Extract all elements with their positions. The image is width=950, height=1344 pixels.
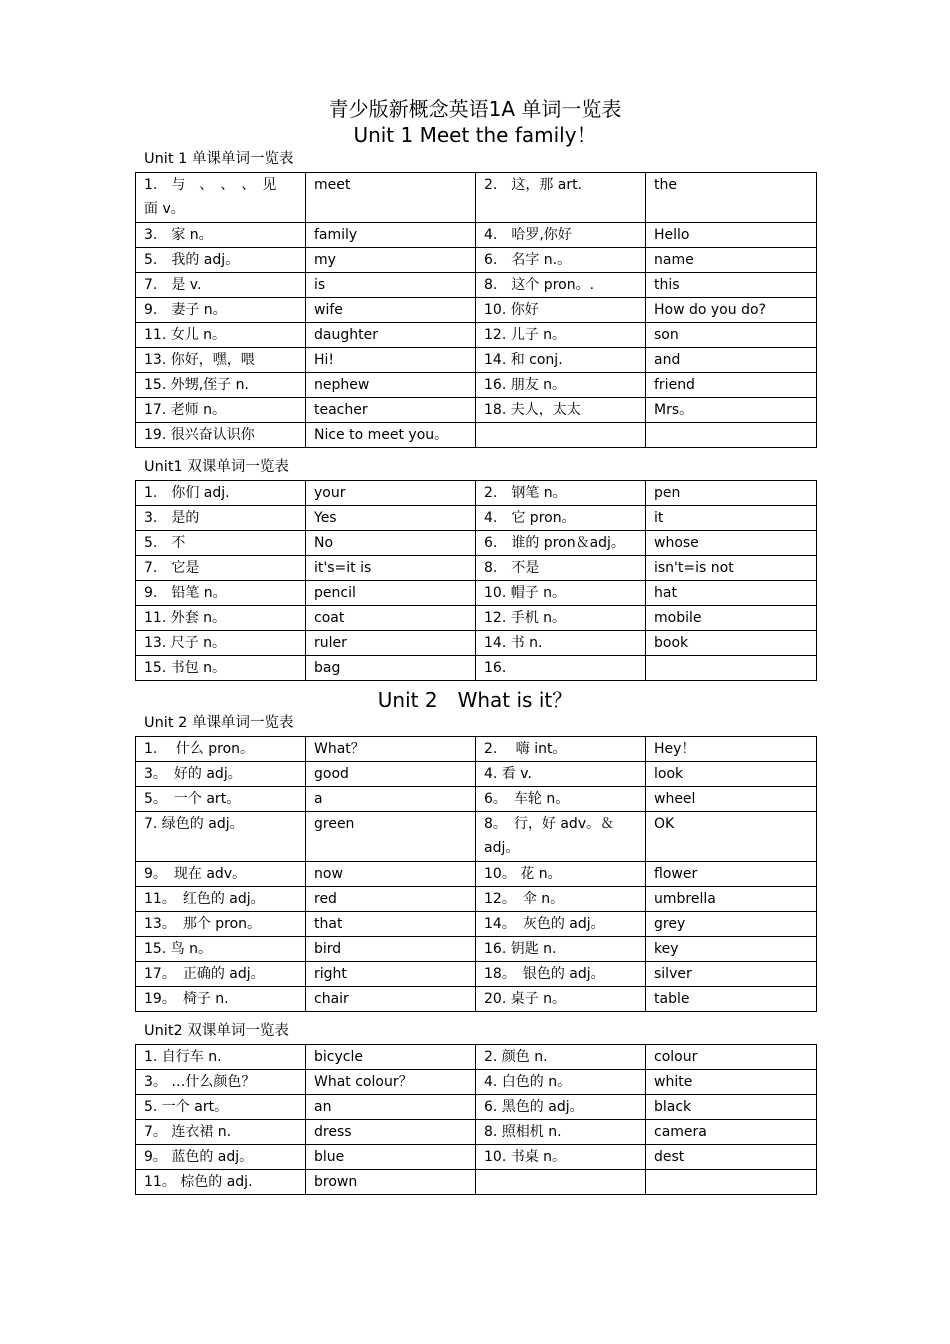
chinese-term-cell: 8。 行，好 adv。＆ adj。 (476, 812, 646, 862)
chinese-term-cell: 15. 鸟 n。 (136, 937, 306, 962)
chinese-term-cell: 2. 嗨 int。 (476, 737, 646, 762)
english-word-cell: good (306, 762, 476, 787)
chinese-term-cell: 3。 …什么颜色？ (136, 1070, 306, 1095)
english-word-cell: umbrella (646, 887, 817, 912)
chinese-term-cell: 7。 连衣裙 n. (136, 1120, 306, 1145)
table-row (136, 506, 817, 531)
chinese-term-cell: 14。 灰色的 adj。 (476, 912, 646, 937)
table-row (136, 248, 817, 273)
chinese-term-cell: 11. 女儿 n。 (136, 323, 306, 348)
table-row (136, 173, 817, 223)
unit1-double-label: Unit1 双课单词一览表 (144, 459, 289, 475)
table-row (136, 373, 817, 398)
english-word-cell: isn't=is not (646, 556, 817, 581)
english-word-cell: green (306, 812, 476, 862)
english-word-cell: now (306, 862, 476, 887)
chinese-term-cell: 16. (476, 656, 646, 681)
unit2-single-table (135, 736, 817, 1012)
unit2-double-label: Unit2 双课单词一览表 (144, 1023, 289, 1039)
chinese-term-cell: 12. 儿子 n。 (476, 323, 646, 348)
english-word-cell: wife (306, 298, 476, 323)
english-word-cell: daughter (306, 323, 476, 348)
table-row (136, 398, 817, 423)
chinese-term-cell: 3. 家 n。 (136, 223, 306, 248)
chinese-term-cell: 13. 你好，嘿，喂 (136, 348, 306, 373)
chinese-term-cell: 17. 老师 n。 (136, 398, 306, 423)
english-word-cell: key (646, 937, 817, 962)
chinese-term-cell: 12。 伞 n。 (476, 887, 646, 912)
chinese-term-cell: 10. 帽子 n。 (476, 581, 646, 606)
table-row (136, 962, 817, 987)
english-word-cell (646, 1170, 817, 1195)
english-word-cell: wheel (646, 787, 817, 812)
chinese-term-cell: 18. 夫人，太太 (476, 398, 646, 423)
chinese-term-cell: 18。 银色的 adj。 (476, 962, 646, 987)
chinese-term-cell: 12. 手机 n。 (476, 606, 646, 631)
document-title: 青少版新概念英语1A 单词一览表 (328, 97, 622, 121)
chinese-term-cell (476, 423, 646, 448)
english-word-cell: red (306, 887, 476, 912)
table-row (136, 631, 817, 656)
english-word-cell: that (306, 912, 476, 937)
unit1-single-table (135, 172, 817, 448)
chinese-term-cell: 3. 是的 (136, 506, 306, 531)
chinese-term-cell: 17。 正确的 adj。 (136, 962, 306, 987)
chinese-term-cell (476, 1170, 646, 1195)
english-word-cell: chair (306, 987, 476, 1012)
table-row (136, 423, 817, 448)
english-word-cell: How do you do? (646, 298, 817, 323)
english-word-cell: mobile (646, 606, 817, 631)
english-word-cell: Nice to meet you。 (306, 423, 476, 448)
table-row (136, 812, 817, 862)
english-word-cell: teacher (306, 398, 476, 423)
table-row (136, 223, 817, 248)
chinese-term-cell: 4. 它 pron。 (476, 506, 646, 531)
chinese-term-cell: 1. 与 、 、 、 见 面 v。 (136, 173, 306, 223)
table-row (136, 323, 817, 348)
chinese-term-cell: 11. 外套 n。 (136, 606, 306, 631)
chinese-term-cell: 7. 绿色的 adj。 (136, 812, 306, 862)
table-row (136, 581, 817, 606)
table-row (136, 656, 817, 681)
english-word-cell: name (646, 248, 817, 273)
unit1-double-table (135, 480, 817, 681)
english-word-cell: hat (646, 581, 817, 606)
english-word-cell: it (646, 506, 817, 531)
english-word-cell (646, 423, 817, 448)
english-word-cell: book (646, 631, 817, 656)
chinese-term-cell: 14. 书 n. (476, 631, 646, 656)
chinese-term-cell: 9. 妻子 n。 (136, 298, 306, 323)
english-word-cell: whose (646, 531, 817, 556)
table-row (136, 1045, 817, 1070)
chinese-term-cell: 10. 书桌 n。 (476, 1145, 646, 1170)
english-word-cell: family (306, 223, 476, 248)
english-word-cell: What？ (306, 737, 476, 762)
chinese-term-cell: 1. 你们 adj. (136, 481, 306, 506)
table-row (136, 298, 817, 323)
chinese-term-cell: 6。 车轮 n。 (476, 787, 646, 812)
table-row (136, 1145, 817, 1170)
table-row (136, 1070, 817, 1095)
table-row (136, 348, 817, 373)
chinese-term-cell: 2. 这，那 art. (476, 173, 646, 223)
chinese-term-cell: 14. 和 conj. (476, 348, 646, 373)
chinese-term-cell: 15. 外甥,侄子 n. (136, 373, 306, 398)
english-word-cell: nephew (306, 373, 476, 398)
english-word-cell: friend (646, 373, 817, 398)
english-word-cell (646, 656, 817, 681)
english-word-cell: the (646, 173, 817, 223)
chinese-term-cell: 7. 它是 (136, 556, 306, 581)
table-row (136, 987, 817, 1012)
english-word-cell: meet (306, 173, 476, 223)
table-row (136, 787, 817, 812)
english-word-cell: and (646, 348, 817, 373)
english-word-cell: this (646, 273, 817, 298)
chinese-term-cell: 6. 黑色的 adj。 (476, 1095, 646, 1120)
table-row (136, 737, 817, 762)
english-word-cell: Hi! (306, 348, 476, 373)
chinese-term-cell: 11。 棕色的 adj. (136, 1170, 306, 1195)
chinese-term-cell: 4. 哈罗,你好 (476, 223, 646, 248)
english-word-cell: my (306, 248, 476, 273)
chinese-term-cell: 19。 椅子 n. (136, 987, 306, 1012)
chinese-term-cell: 4. 看 v. (476, 762, 646, 787)
english-word-cell: coat (306, 606, 476, 631)
english-word-cell: blue (306, 1145, 476, 1170)
english-word-cell: right (306, 962, 476, 987)
english-word-cell: an (306, 1095, 476, 1120)
chinese-term-cell: 11。 红色的 adj。 (136, 887, 306, 912)
table-row (136, 1170, 817, 1195)
chinese-term-cell: 13。 那个 pron。 (136, 912, 306, 937)
table-row (136, 862, 817, 887)
table-row (136, 481, 817, 506)
chinese-term-cell: 10。 花 n。 (476, 862, 646, 887)
chinese-term-cell: 5. 不 (136, 531, 306, 556)
chinese-term-cell: 1. 自行车 n. (136, 1045, 306, 1070)
unit1-title: Unit 1 Meet the family！ (353, 123, 597, 147)
english-word-cell: pen (646, 481, 817, 506)
unit1-single-label: Unit 1 单课单词一览表 (144, 151, 294, 167)
english-word-cell: a (306, 787, 476, 812)
chinese-term-cell: 9. 铅笔 n。 (136, 581, 306, 606)
chinese-term-cell: 19. 很兴奋认识你 (136, 423, 306, 448)
english-word-cell: ruler (306, 631, 476, 656)
english-word-cell: Hello (646, 223, 817, 248)
chinese-term-cell: 16. 朋友 n。 (476, 373, 646, 398)
english-word-cell: your (306, 481, 476, 506)
english-word-cell: Hey！ (646, 737, 817, 762)
english-word-cell: grey (646, 912, 817, 937)
english-word-cell: black (646, 1095, 817, 1120)
english-word-cell: is (306, 273, 476, 298)
english-word-cell: table (646, 987, 817, 1012)
chinese-term-cell: 8. 照相机 n. (476, 1120, 646, 1145)
chinese-term-cell: 8. 这个 pron。. (476, 273, 646, 298)
table-row (136, 556, 817, 581)
english-word-cell: flower (646, 862, 817, 887)
english-word-cell: camera (646, 1120, 817, 1145)
chinese-term-cell: 5. 一个 art。 (136, 1095, 306, 1120)
chinese-term-cell: 4. 白色的 n。 (476, 1070, 646, 1095)
chinese-term-cell: 9。 现在 adv。 (136, 862, 306, 887)
table-row (136, 912, 817, 937)
english-word-cell: Yes (306, 506, 476, 531)
table-row (136, 606, 817, 631)
table-row (136, 531, 817, 556)
english-word-cell: No (306, 531, 476, 556)
english-word-cell: son (646, 323, 817, 348)
chinese-term-cell: 8. 不是 (476, 556, 646, 581)
table-row (136, 1095, 817, 1120)
chinese-term-cell: 20. 桌子 n。 (476, 987, 646, 1012)
chinese-term-cell: 13. 尺子 n。 (136, 631, 306, 656)
chinese-term-cell: 5. 我的 adj。 (136, 248, 306, 273)
chinese-term-cell: 2. 钢笔 n。 (476, 481, 646, 506)
chinese-term-cell: 5。 一个 art。 (136, 787, 306, 812)
english-word-cell: bicycle (306, 1045, 476, 1070)
chinese-term-cell: 3。 好的 adj。 (136, 762, 306, 787)
chinese-term-cell: 9。 蓝色的 adj。 (136, 1145, 306, 1170)
english-word-cell: colour (646, 1045, 817, 1070)
english-word-cell: silver (646, 962, 817, 987)
unit2-single-label: Unit 2 单课单词一览表 (144, 715, 294, 731)
table-row (136, 887, 817, 912)
chinese-term-cell: 16. 钥匙 n. (476, 937, 646, 962)
english-word-cell: OK (646, 812, 817, 862)
english-word-cell: brown (306, 1170, 476, 1195)
english-word-cell: white (646, 1070, 817, 1095)
unit2-title: Unit 2 What is it？ (377, 688, 573, 712)
english-word-cell: Mrs。 (646, 398, 817, 423)
english-word-cell: dest (646, 1145, 817, 1170)
table-row (136, 762, 817, 787)
english-word-cell: bag (306, 656, 476, 681)
english-word-cell: dress (306, 1120, 476, 1145)
english-word-cell: pencil (306, 581, 476, 606)
chinese-term-cell: 2. 颜色 n. (476, 1045, 646, 1070)
english-word-cell: What colour？ (306, 1070, 476, 1095)
chinese-term-cell: 6. 名字 n.。 (476, 248, 646, 273)
chinese-term-cell: 7. 是 v. (136, 273, 306, 298)
chinese-term-cell: 6. 谁的 pron＆adj。 (476, 531, 646, 556)
chinese-term-cell: 10. 你好 (476, 298, 646, 323)
chinese-term-cell: 1. 什么 pron。 (136, 737, 306, 762)
english-word-cell: bird (306, 937, 476, 962)
table-row (136, 1120, 817, 1145)
english-word-cell: look (646, 762, 817, 787)
unit2-double-table (135, 1044, 817, 1195)
chinese-term-cell: 15. 书包 n。 (136, 656, 306, 681)
english-word-cell: it's=it is (306, 556, 476, 581)
table-row (136, 937, 817, 962)
table-row (136, 273, 817, 298)
